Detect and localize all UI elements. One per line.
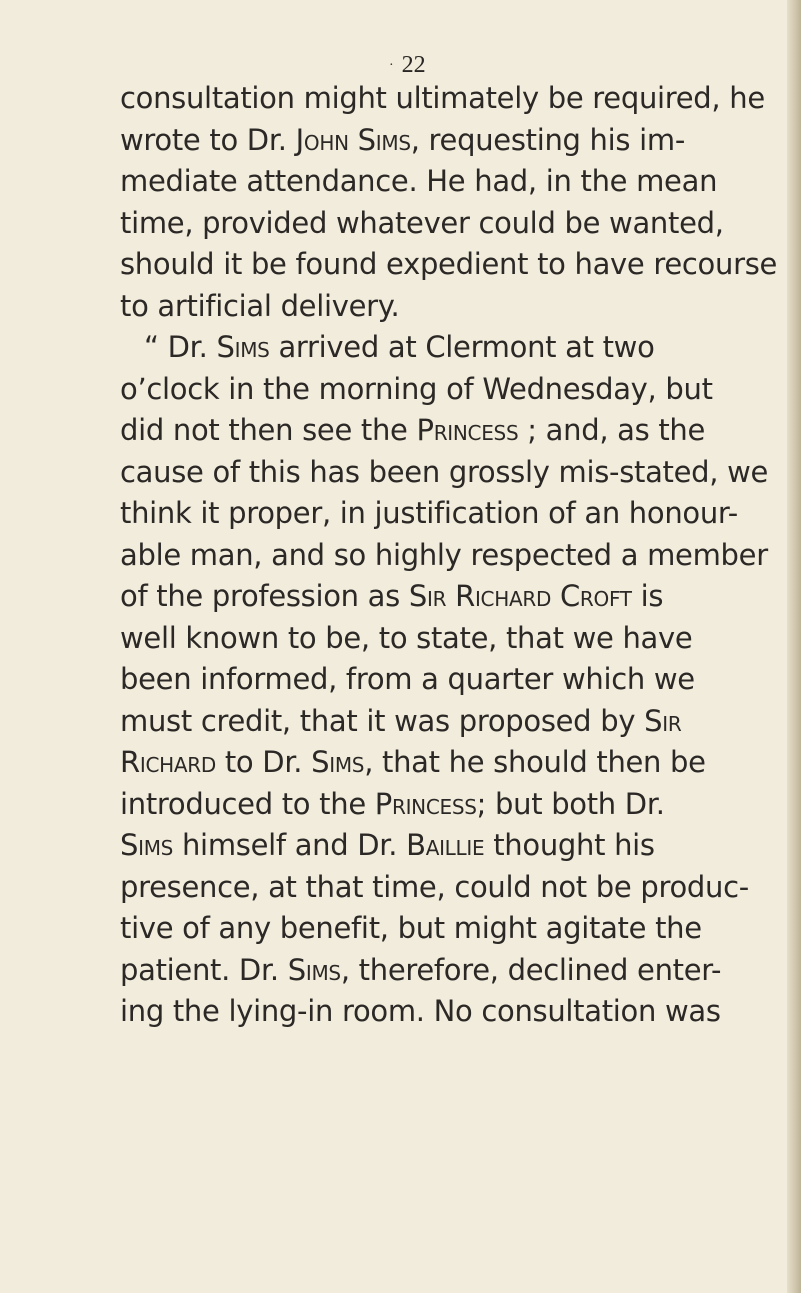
text-line: [120, 327, 720, 369]
text-line: [120, 203, 724, 245]
text-line: [120, 410, 720, 452]
text-line: [120, 701, 720, 743]
small-caps-name: Sir: [644, 703, 682, 738]
text-segment: , that he should then be: [364, 745, 706, 779]
text-segment: “ Dr.: [144, 330, 217, 364]
text-segment: o’clock in the morning of Wednesday, but: [120, 371, 713, 406]
text-line: [120, 908, 720, 950]
text-segment: patient. Dr.: [120, 952, 288, 987]
text-segment: cause of this has been grossly mis-stated, we: [120, 454, 769, 489]
text-segment: introduced to the: [120, 786, 375, 821]
page-number: [389, 52, 426, 79]
page-number-marker: ·: [389, 58, 394, 74]
small-caps-name: Baillie: [406, 828, 485, 862]
text-line: [120, 369, 720, 411]
text-line: [120, 576, 720, 618]
small-caps-name: John Sims: [295, 122, 411, 157]
text-segment: ; and, as the: [518, 413, 706, 447]
text-segment: consultation might ultimately be required, he: [120, 81, 765, 115]
page-number-value: 22: [401, 52, 426, 78]
text-segment: must credit, that it was proposed by: [120, 703, 645, 738]
text-line: [120, 120, 720, 162]
text-segment: think it proper, in justification of an honour-: [120, 496, 738, 530]
text-segment: mediate attendance. He had, in the mean: [120, 164, 718, 198]
text-line: [120, 78, 765, 120]
text-line: [120, 161, 720, 203]
text-line: [120, 825, 720, 867]
text-line: [120, 535, 768, 577]
text-segment: able man, and so highly respected a member: [120, 537, 768, 572]
text-segment: ing the lying-in room. No consultation was: [120, 994, 721, 1028]
text-line: [120, 452, 769, 494]
text-line: [120, 950, 720, 992]
text-segment: did not then see the: [120, 413, 417, 447]
body-text: [120, 78, 778, 1033]
text-segment: himself and Dr.: [173, 828, 407, 862]
small-caps-name: Sir Richard Croft: [408, 579, 632, 613]
text-segment: ; but both Dr.: [476, 786, 665, 821]
text-segment: to artificial delivery.: [120, 288, 400, 323]
text-line: [120, 742, 720, 784]
page-edge: [787, 0, 801, 1293]
text-line: [120, 991, 720, 1033]
text-segment: should it be found expedient to have recourse: [120, 247, 778, 281]
text-line: [120, 618, 720, 660]
small-caps-name: Sims: [216, 330, 270, 364]
text-segment: is: [631, 579, 664, 613]
text-segment: arrived at Clermont at two: [269, 330, 655, 364]
text-segment: , therefore, declined enter-: [340, 952, 722, 987]
text-segment: been informed, from a quarter which we: [120, 662, 695, 696]
text-segment: wrote to Dr.: [120, 122, 296, 157]
small-caps-name: Sims: [311, 745, 365, 779]
small-caps-name: Princess: [374, 786, 477, 821]
text-line: [120, 244, 778, 286]
small-caps-name: Sims: [120, 828, 174, 862]
text-segment: well known to be, to state, that we have: [120, 620, 693, 655]
text-line: [120, 493, 738, 535]
text-segment: tive of any benefit, but might agitate the: [120, 911, 702, 945]
text-segment: to Dr.: [215, 745, 312, 779]
text-line: [120, 659, 720, 701]
small-caps-name: Princess: [416, 413, 519, 447]
text-line: [120, 867, 749, 909]
text-segment: thought his: [484, 828, 655, 862]
text-line: [120, 784, 720, 826]
small-caps-name: Richard: [120, 745, 216, 779]
small-caps-name: Sims: [287, 952, 341, 987]
text-segment: , requesting his im-: [410, 122, 685, 157]
text-line: [120, 286, 720, 328]
text-segment: presence, at that time, could not be produc-: [120, 869, 749, 904]
text-segment: time, provided whatever could be wanted,: [120, 205, 724, 240]
text-segment: of the profession as: [120, 579, 409, 613]
